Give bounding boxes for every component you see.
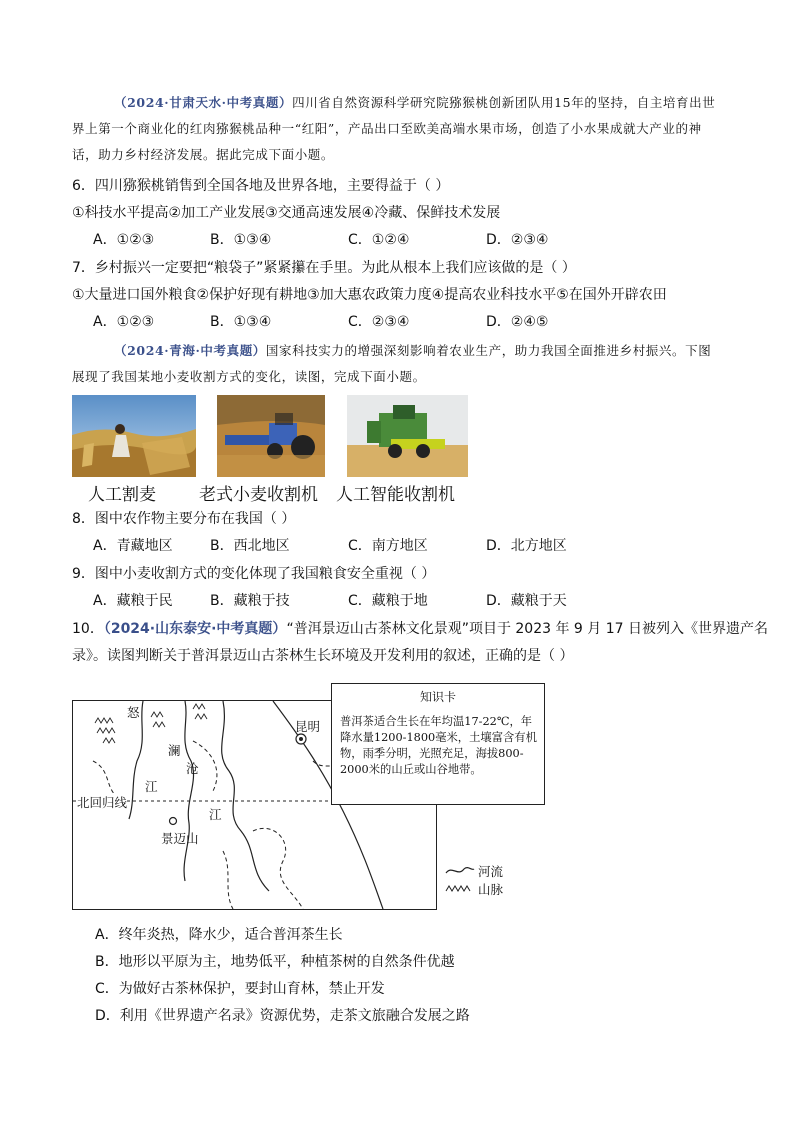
question-6-items: ①科技水平提高②加工产业发展③交通高速发展④冷藏、保鲜技术发展 (72, 205, 501, 221)
q6-option-c[interactable]: C．①②④ (348, 232, 410, 248)
q8-option-a[interactable]: A．青藏地区 (93, 538, 173, 554)
question-9-stem: 9．图中小麦收割方式的变化体现了我国粮食安全重视（ ） (72, 566, 436, 582)
card-body: 普洱茶适合生长在年均温17-22℃，年降水量1200-1800毫米，土壤富含有机物，雨季分明，光照充足，海拔800-2000米的山丘或山谷地带。 (340, 715, 537, 776)
intro-passage-2 (72, 338, 722, 390)
q6-option-a[interactable]: A．①②③ (93, 232, 155, 248)
knowledge-card (331, 683, 545, 805)
legend-river: 河流 (478, 864, 504, 879)
label-kunming: 昆明 (295, 719, 321, 734)
q10-option-a[interactable]: A．终年炎热，降水少，适合普洱茶生长 (95, 927, 343, 943)
label-jiang-2: 江 (209, 807, 222, 822)
question-8-stem: 8．图中农作物主要分布在我国（ ） (72, 511, 296, 527)
source-tag: （2024·青海·中考真题） (114, 343, 266, 358)
photo-manual-harvest (72, 395, 196, 477)
question-7-stem: 7．乡村振兴一定要把“粮袋子”紧紧攥在手里。为此从根本上我们应该做的是（ ） (72, 260, 576, 276)
label-cang: 沧 (186, 761, 199, 776)
q7-option-a[interactable]: A．①②③ (93, 314, 155, 330)
question-7-items: ①大量进口国外粮食②保护好现有耕地③加大惠农政策力度④提高农业科技水平⑤在国外开辟农田 (72, 287, 667, 303)
intro-text: 四川省自然资源科学研究院猕猴桃创新团队用15年的坚持，自主培育出世界上第一个商业化的红肉猕猴桃品种一“红阳”，产品出口至欧美高端水果市场，创造了小水果成就大产业的神话，助力乡村经济发展。据此完成下面小题。 (72, 95, 716, 162)
legend-symbols (444, 863, 476, 893)
q8-option-d[interactable]: D．北方地区 (486, 538, 567, 554)
question-text: “普洱景迈山古茶林文化景观”项目于 2023 年 9 月 17 日被列入《世界遗产名 (286, 621, 768, 637)
photo-ai-harvester (347, 395, 468, 477)
q7-option-d[interactable]: D．②④⑤ (486, 314, 549, 330)
label-jiang-1: 江 (145, 779, 158, 794)
caption-old-harvester: 老式小麦收割机 (199, 485, 318, 505)
card-title: 知识卡 (419, 690, 456, 704)
q9-option-a[interactable]: A．藏粮于民 (93, 593, 173, 609)
q6-option-d[interactable]: D．②③④ (486, 232, 549, 248)
q10-option-b[interactable]: B．地形以平原为主，地势低平，种植茶树的自然条件优越 (95, 954, 455, 970)
q9-option-b[interactable]: B．藏粮于技 (210, 593, 290, 609)
question-number: 10． (72, 621, 104, 637)
q10-option-c[interactable]: C．为做好古茶林保护，要封山育林，禁止开发 (95, 981, 385, 997)
q9-option-c[interactable]: C．藏粮于地 (348, 593, 428, 609)
label-lan: 澜 (168, 743, 181, 758)
source-tag: （2024·山东泰安·中考真题） (103, 621, 287, 637)
q7-option-b[interactable]: B．①③④ (210, 314, 272, 330)
source-tag: （2024·甘肃天水·中考真题） (114, 95, 293, 110)
q8-option-b[interactable]: B．西北地区 (210, 538, 290, 554)
question-6-stem: 6．四川猕猴桃销售到全国各地及世界各地，主要得益于（ ） (72, 178, 450, 194)
q6-option-b[interactable]: B．①③④ (210, 232, 272, 248)
q9-option-d[interactable]: D．藏粮于天 (486, 593, 567, 609)
caption-ai-harvester: 人工智能收割机 (336, 485, 455, 505)
q7-option-c[interactable]: C．②③④ (348, 314, 410, 330)
intro-passage-1 (72, 90, 722, 168)
q10-option-d[interactable]: D．利用《世界遗产名录》资源优势，走茶文旅融合发展之路 (95, 1008, 470, 1024)
q8-option-c[interactable]: C．南方地区 (348, 538, 428, 554)
label-jingmaishan: 景迈山 (161, 831, 199, 846)
label-tropic: 北回归线 (77, 795, 128, 810)
legend-mountain: 山脉 (478, 882, 504, 897)
photo-old-harvester (217, 395, 325, 477)
river-icon (446, 868, 474, 873)
caption-manual-harvest: 人工割麦 (88, 485, 156, 505)
question-10-line-2: 录》。读图判断关于普洱景迈山古茶林生长环境及开发利用的叙述，正确的是（ ） (72, 648, 574, 664)
intro-text: 国家科技实力的增强深刻影响着农业生产，助力我国全面推进乡村振兴。下图展现了我国某地小麦收割方式的变化，读图，完成下面小题。 (72, 343, 712, 384)
mountain-icon (446, 886, 470, 891)
question-10-line-1 (72, 618, 768, 640)
label-nu: 怒 (127, 705, 140, 720)
